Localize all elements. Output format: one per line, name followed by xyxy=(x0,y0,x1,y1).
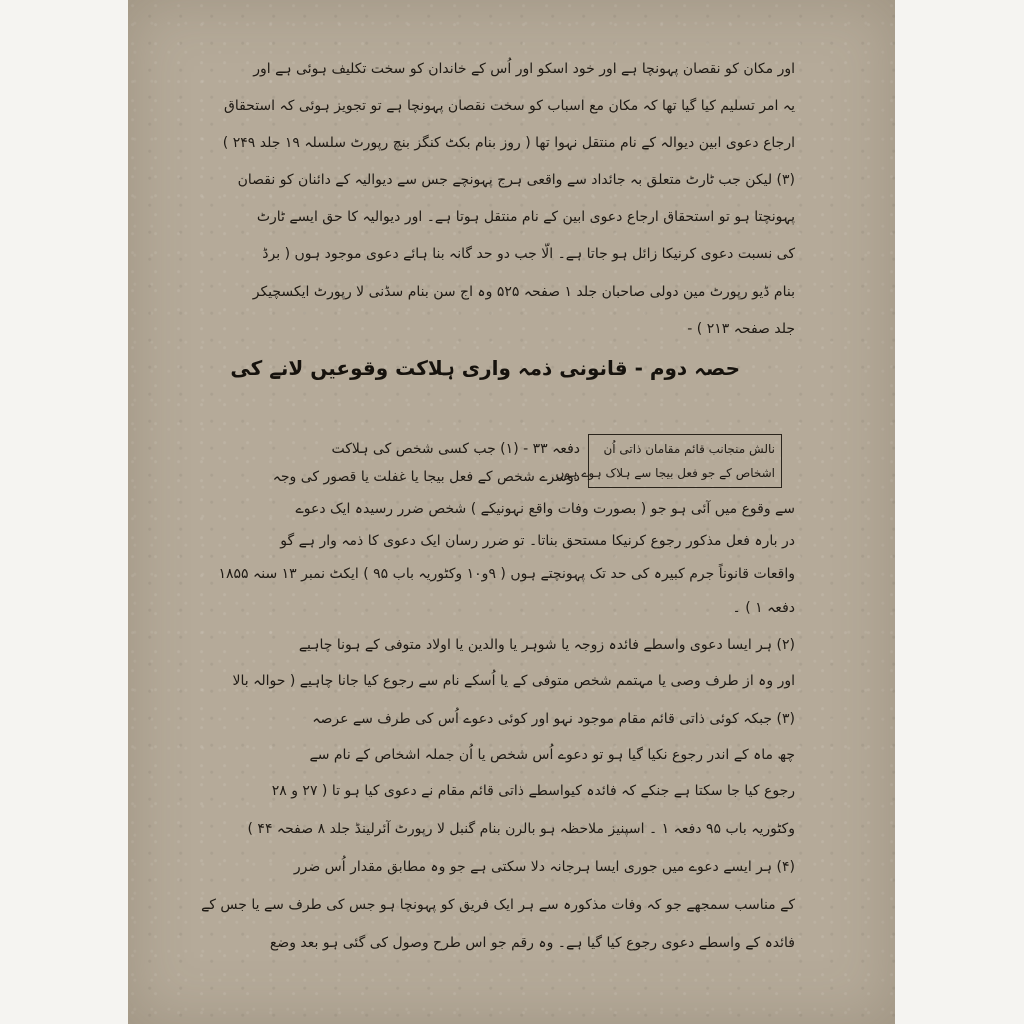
text-line: ارجاع دعوی ابین دیوالہ کے نام منتقل نہوا تھا ( روز بنام بکٹ کنگز بنچ رپورٹ سلسلہ ۱۹ جلد ۲۴۹ ) xyxy=(222,135,795,151)
text-line: (۴) ہر ایسے دعوے میں جوری ایسا ہرجانہ دلا سکتی ہے جو وہ مطابق مقدار اُس ضرر xyxy=(293,859,795,875)
text-line: سے وقوع میں آئی ہو جو ( بصورت وفات واقع نہونیکے ) شخص ضرر رسیدہ ایک دعوے xyxy=(295,501,795,517)
section-first-line: دفعہ ۳۳ - (۱) جب کسی شخص کی ہلاکت xyxy=(331,441,580,457)
text-line: وکٹوریہ باب ۹۵ دفعہ ۱ ۔ اسپنیز ملاحظہ ہو بالرن بنام گنبل لا رپورٹ آئرلینڈ جلد ۸ صفحہ ۴۴ ) xyxy=(247,821,795,837)
text-line: پہونچتا ہو تو استحقاق ارجاع دعوی ابین کے نام منتقل ہوتا ہے۔ اور دیوالیہ کا حق ایسے ٹارٹ xyxy=(256,209,795,225)
margin-note-line: نالش منجانب قائم مقامان ذاتی اُن xyxy=(603,442,775,456)
text-line: اور وہ از طرف وصی یا مہتمم شخص متوفی کے یا اُسکے نام سے رجوع کیا جانا چاہیے ( حوالہ بالا xyxy=(232,673,795,689)
text-line: اور مکان کو نقصان پہونچا ہے اور خود اسکو اور اُس کے خاندان کو سخت تکلیف ہوئی ہے اور xyxy=(253,61,795,77)
text-line: چھ ماہ کے اندر رجوع نکیا گیا ہو تو دعوے اُس شخص یا اُن جملہ اشخاص کے نام سے xyxy=(309,747,795,763)
section-first-line: دوسرے شخص کے فعل بیجا یا غفلت یا قصور کی وجہ xyxy=(272,469,580,485)
text-line: کی نسبت دعوی کرنیکا زائل ہو جاتا ہے۔ الّا جب دو حد گانہ بنا ہائے دعوی موجود ہوں ( برڈ xyxy=(262,246,795,262)
text-line: فائدہ کے واسطے دعوی رجوع کیا گیا ہے۔ وہ رقم جو اس طرح وصول کی گئی ہو بعد وضع xyxy=(269,935,795,951)
text-line: (۳) جبکہ کوئی ذاتی قائم مقام موجود نہو اور کوئی دعوے اُس کی طرف سے عرصہ xyxy=(312,711,795,727)
text-line: رجوع کیا جا سکتا ہے جنکے کہ فائدہ کیواسطے ذاتی قائم مقام نے دعوی کیا ہو تا ( ۲۷ و ۲۸ xyxy=(271,783,795,799)
margin-note-box xyxy=(555,434,782,488)
text-line: بنام ڈیو رپورٹ مین دولی صاحبان جلد ۱ صفحہ ۵۲۵ وہ اج سن بنام سڈنی لا رپورٹ ایکسچیکر xyxy=(252,284,795,300)
text-line: کے مناسب سمجھے جو کہ وفات مذکورہ سے ہر ایک فریق کو پہونچا ہو جس کی طرف سے یا جس کے xyxy=(201,897,795,913)
text-line: دفعہ ۱ ) ۔ xyxy=(732,600,795,616)
text-line: جلد صفحہ ۲۱۳ ) - xyxy=(687,321,795,337)
text-line: یہ امر تسلیم کیا گیا تھا کہ مکان مع اسباب کو سخت نقصان پہونچا ہے تو تجویز ہوئی کہ استحقاق xyxy=(223,98,795,114)
text-line: (۳) لیکن جب ٹارٹ متعلق بہ جائداد سے واقعی ہرج پہونچے جس سے دیوالیہ کے دائنان کو نقصان xyxy=(237,172,795,188)
margin-note-line: اشخاص کے جو فعل بیجا سے ہلاک ہوے ہوں xyxy=(555,466,775,480)
text-line: (۲) ہر ایسا دعوی واسطے فائدہ زوجہ یا شوہر یا والدین یا اولاد متوفی کے ہونا چاہیے xyxy=(298,637,795,653)
text-line: واقعات قانوناً جرم کبیرہ کی حد تک پہونچتے ہوں ( ۹و۱۰ وکٹوریہ باب ۹۵ ) ایکٹ نمبر ۱۳ سنہ ۱۸۵۵ xyxy=(218,566,795,582)
text-line: در بارہ فعل مذکور رجوع کرنیکا مستحق بناتا۔ تو ضرر رسان ایک دعوی کا ذمہ وار ہے گو xyxy=(280,533,795,549)
section-heading: حصہ دوم - قانونی ذمہ واری ہلاکت وقوعیں لانے کی xyxy=(230,356,740,380)
